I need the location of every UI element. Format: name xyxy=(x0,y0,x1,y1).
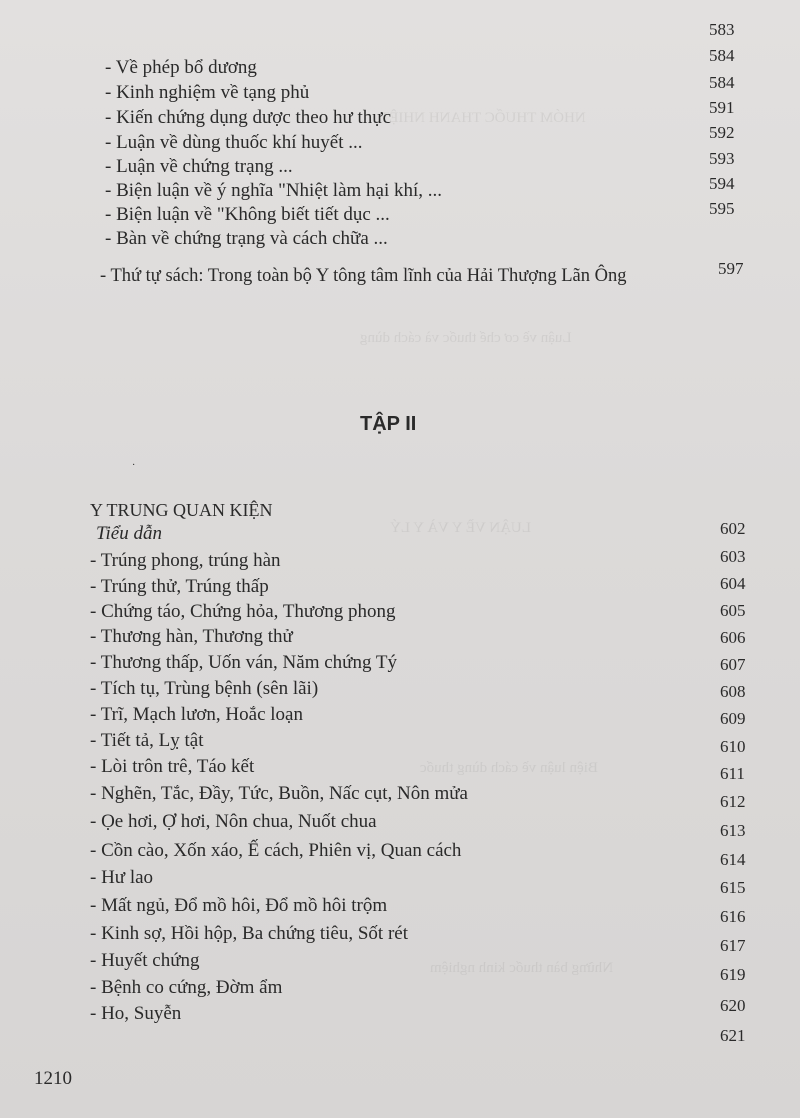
toc-entry: - Về phép bổ dương xyxy=(105,57,257,78)
toc-entry: - Kinh sợ, Hồi hộp, Ba chứng tiêu, Sốt rét xyxy=(90,923,408,944)
bleed-through-text: LUẬN VỀ Y VÀ Y LÝ xyxy=(390,520,531,536)
toc-page-number: 591 xyxy=(709,98,735,117)
toc-entry: - Tích tụ, Trùng bệnh (sên lãi) xyxy=(90,678,319,699)
toc-page-number: 619 xyxy=(720,965,746,984)
bleed-through-text: NHÓM THUỐC THANH NHIỆT xyxy=(380,110,586,126)
toc-page-number: 584 xyxy=(709,46,735,65)
toc-page-number: 593 xyxy=(709,149,735,168)
toc-page-number: 597 xyxy=(718,259,744,278)
toc-page-number: 602 xyxy=(720,519,746,538)
toc-entry: - Lòi trôn trê, Táo kết xyxy=(90,756,255,777)
dot-mark: · xyxy=(132,460,136,471)
toc-page-number: 610 xyxy=(720,737,746,756)
section-heading: Y TRUNG QUAN KIỆN xyxy=(90,500,273,520)
toc-page-number: 583 xyxy=(709,20,735,39)
toc-entry: - Thứ tự sách: Trong toàn bộ Y tông tâm lĩnh của Hải Thượng Lãn Ông xyxy=(100,266,627,286)
toc-entry: - Bệnh co cứng, Đờm ẩm xyxy=(90,977,283,998)
toc-entry: - Ho, Suyễn xyxy=(90,1003,182,1024)
toc-page-number: 613 xyxy=(720,821,746,840)
toc-page-number: 592 xyxy=(709,123,735,142)
toc-entry: - Cồn cào, Xốn xáo, Ế cách, Phiên vị, Quan cách xyxy=(90,840,462,861)
toc-entry: - Hư lao xyxy=(90,867,154,888)
toc-page-number: 620 xyxy=(720,996,746,1015)
toc-page-number: 607 xyxy=(720,655,746,674)
toc-entry: - Tiết tả, Lỵ tật xyxy=(90,730,204,751)
toc-entry: - Chứng táo, Chứng hỏa, Thương phong xyxy=(90,601,396,622)
bleed-through-text: Những bàn thuốc kinh nghiệm xyxy=(430,960,614,976)
toc-entry: - Kinh nghiệm về tạng phủ xyxy=(105,82,310,103)
toc-page-number: 614 xyxy=(720,850,746,869)
toc-page-number: 608 xyxy=(720,682,746,701)
toc-page-number: 611 xyxy=(720,764,745,783)
toc-entry: - Nghẽn, Tắc, Đầy, Tức, Buồn, Nấc cụt, Nôn mửa xyxy=(90,783,468,804)
toc-page-number: 621 xyxy=(720,1026,746,1045)
toc-page-number: 603 xyxy=(720,547,746,566)
toc-page-number: 612 xyxy=(720,792,746,811)
toc-page-number: 616 xyxy=(720,907,746,926)
toc-page-number: 617 xyxy=(720,936,746,955)
toc-page-number: 606 xyxy=(720,628,746,647)
toc-entry-intro: Tiểu dẫn xyxy=(96,523,162,544)
bleed-through-text: Biện luận về cách dùng thuốc xyxy=(420,760,598,776)
toc-entry: - Thương thấp, Uốn ván, Năm chứng Tý xyxy=(90,652,397,673)
page-number: 1210 xyxy=(34,1068,72,1089)
toc-entry: - Luận về chứng trạng ... xyxy=(105,156,293,177)
toc-page-number: 595 xyxy=(709,199,735,218)
toc-page-number: 615 xyxy=(720,878,746,897)
toc-entry: - Trúng thử, Trúng thấp xyxy=(90,576,269,597)
toc-page-number: 604 xyxy=(720,574,746,593)
toc-page-number: 609 xyxy=(720,709,746,728)
toc-page-number: 594 xyxy=(709,174,735,193)
toc-entry: - Biện luận về "Không biết tiết dục ... xyxy=(105,204,390,225)
toc-entry: - Kiến chứng dụng dược theo hư thực xyxy=(105,107,392,128)
toc-entry: - Trúng phong, trúng hàn xyxy=(90,550,281,571)
toc-page-number: 605 xyxy=(720,601,746,620)
toc-entry: - Huyết chứng xyxy=(90,950,200,971)
toc-entry: - Ọe hơi, Ợ hơi, Nôn chua, Nuốt chua xyxy=(90,811,377,832)
toc-entry: - Bàn về chứng trạng và cách chữa ... xyxy=(105,228,388,249)
toc-entry: - Biện luận về ý nghĩa "Nhiệt làm hại khí, ... xyxy=(105,180,443,201)
toc-entry: - Mất ngủ, Đổ mồ hôi, Đổ mồ hôi trộm xyxy=(90,895,388,916)
toc-page-number: 584 xyxy=(709,73,735,92)
toc-entry: - Thương hàn, Thương thử xyxy=(90,626,293,647)
toc-entry: - Luận về dùng thuốc khí huyết ... xyxy=(105,132,363,153)
bleed-through-text: Luận về cơ chế thuốc và cách dùng xyxy=(360,330,572,346)
volume-title: TẬP II xyxy=(360,413,417,435)
toc-entry: - Trĩ, Mạch lươn, Hoắc loạn xyxy=(90,704,303,725)
